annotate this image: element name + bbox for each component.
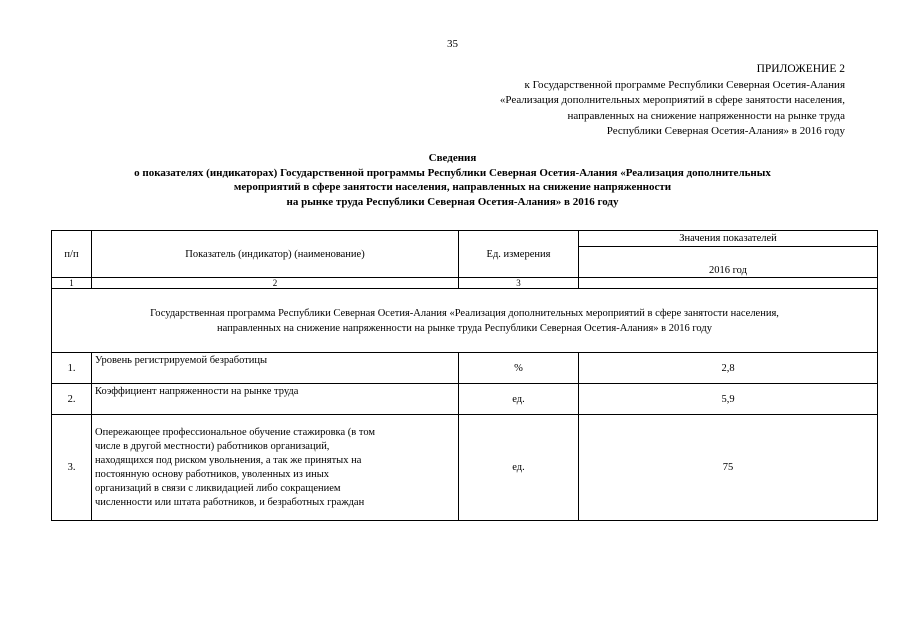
appendix-title: ПРИЛОЖЕНИЕ 2 (756, 63, 845, 75)
appendix-line: направленных на снижение напряженности на рынке труда (567, 109, 845, 122)
row-num: 1. (52, 353, 92, 384)
row-name-line: численности или штата работников, и безработных граждан (95, 496, 365, 508)
row-name-line: постоянную основу работников, уволенных из иных (95, 468, 330, 480)
heading-line: мероприятий в сфере занятости населения, направленных на снижение напряженности (233, 181, 672, 193)
column-number (579, 278, 878, 289)
document-heading (0, 151, 905, 209)
table-row (52, 415, 878, 521)
header-name: Показатель (индикатор) (наименование) (92, 231, 459, 278)
heading-title: Сведения (428, 152, 477, 164)
heading-line: о показателях (индикаторах) Государственной программы Республики Северная Осетия-Алания «Реализация дополнительных (134, 166, 771, 179)
column-number: 1 (52, 278, 92, 289)
page-number: 35 (447, 38, 458, 50)
row-num: 2. (52, 384, 92, 415)
row-name-line: числе в другой местности) работников организаций, (95, 440, 330, 452)
appendix-block (500, 62, 845, 140)
program-line: направленных на снижение напряженности на рынке труда Республики Северная Осетия-Алания» в 2016 году (217, 322, 712, 334)
appendix-line: «Реализация дополнительных мероприятий в сфере занятости населения, (499, 94, 845, 106)
column-number: 3 (459, 278, 579, 289)
row-unit: ед. (459, 384, 579, 415)
row-name-line: Опережающее профессиональное обучение стажировка (в том (95, 426, 376, 438)
row-name-line: организаций в связи с ликвидацией либо сокращением (95, 482, 341, 494)
appendix-line: Республики Северная Осетия-Алания» в 2016 году (606, 125, 845, 137)
header-unit: Ед. измерения (459, 231, 579, 278)
column-number: 2 (92, 278, 459, 289)
column-number-row (52, 278, 878, 289)
program-row (52, 289, 878, 353)
row-name-line: находящихся под риском увольнения, а так же принятых на (95, 454, 362, 466)
appendix-line: к Государственной программе Республики Северная Осетия-Алания (524, 78, 845, 91)
row-value: 5,9 (579, 384, 878, 415)
row-name: Коэффициент напряженности на рынке труда (92, 384, 459, 415)
program-line: Государственная программа Республики Северная Осетия-Алания «Реализация дополнительных мероприятий в сфере занятости населения, (150, 307, 779, 319)
header-num: п/п (52, 231, 92, 278)
row-value: 75 (579, 415, 878, 521)
header-values: Значения показателей (579, 231, 878, 247)
heading-line: на рынке труда Республики Северная Осетия-Алания» в 2016 году (286, 195, 619, 208)
header-year: 2016 год (579, 247, 878, 278)
program-cell (52, 289, 878, 353)
header-row (52, 231, 878, 247)
row-name: Уровень регистрируемой безработицы (92, 353, 459, 384)
row-unit: ед. (459, 415, 579, 521)
indicators-table (51, 230, 878, 521)
table-row (52, 384, 878, 415)
table-row (52, 353, 878, 384)
row-name (92, 415, 459, 521)
row-num: 3. (52, 415, 92, 521)
row-unit: % (459, 353, 579, 384)
row-value: 2,8 (579, 353, 878, 384)
